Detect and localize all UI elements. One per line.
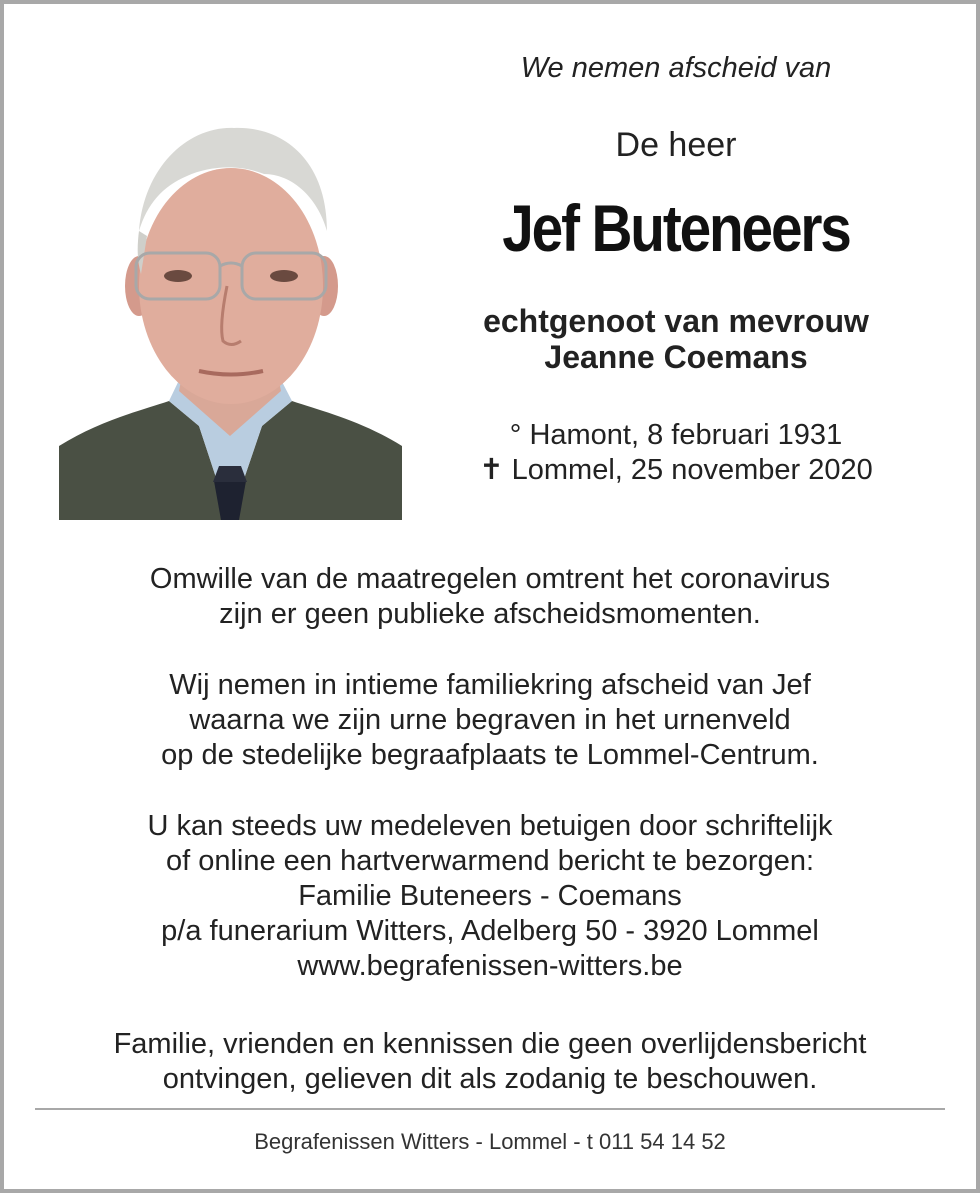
text-line: zijn er geen publieke afscheidsmomenten. — [219, 598, 761, 630]
text-line: U kan steeds uw medeleven betuigen door schriftelijk — [147, 810, 833, 842]
spouse-name: Jeanne Coemans — [544, 339, 808, 375]
birth-date: ° Hamont, 8 februari 1931 — [509, 419, 843, 451]
paragraph-farewell — [30, 668, 950, 773]
portrait-photo — [59, 126, 402, 520]
text-line: Omwille van de maatregelen omtrent het coronavirus — [149, 563, 831, 595]
address-line: p/a funerarium Witters, Adelberg 50 - 3920 Lommel — [161, 915, 819, 947]
honorific: De heer — [615, 126, 737, 164]
deceased-name: Jef Buteneers — [502, 191, 850, 265]
paragraph-corona — [30, 562, 950, 632]
death-date: ✝ Lommel, 25 november 2020 — [479, 454, 873, 486]
paragraph-condolences — [30, 809, 950, 984]
intro-text: We nemen afscheid van — [520, 52, 832, 84]
footer-text: Begrafenissen Witters - Lommel - t 011 54 14 52 — [254, 1129, 726, 1154]
paragraph-notice — [30, 1027, 950, 1097]
text-line: Familie, vrienden en kennissen die geen overlijdensbericht — [113, 1028, 867, 1060]
footer-divider — [35, 1108, 945, 1110]
spouse-block — [440, 303, 912, 375]
dates-block — [440, 418, 912, 488]
text-line: waarna we zijn urne begraven in het urnenveld — [189, 704, 791, 736]
spouse-line: echtgenoot van mevrouw — [483, 303, 869, 339]
text-line: of online een hartverwarmend bericht te bezorgen: — [165, 845, 815, 877]
website-line: www.begrafenissen-witters.be — [297, 950, 683, 982]
text-line: Wij nemen in intieme familiekring afscheid van Jef — [169, 669, 811, 701]
text-line: ontvingen, gelieven dit als zodanig te beschouwen. — [162, 1063, 818, 1095]
family-name-line: Familie Buteneers - Coemans — [298, 880, 682, 912]
text-line: op de stedelijke begraafplaats te Lommel-Centrum. — [161, 739, 819, 771]
